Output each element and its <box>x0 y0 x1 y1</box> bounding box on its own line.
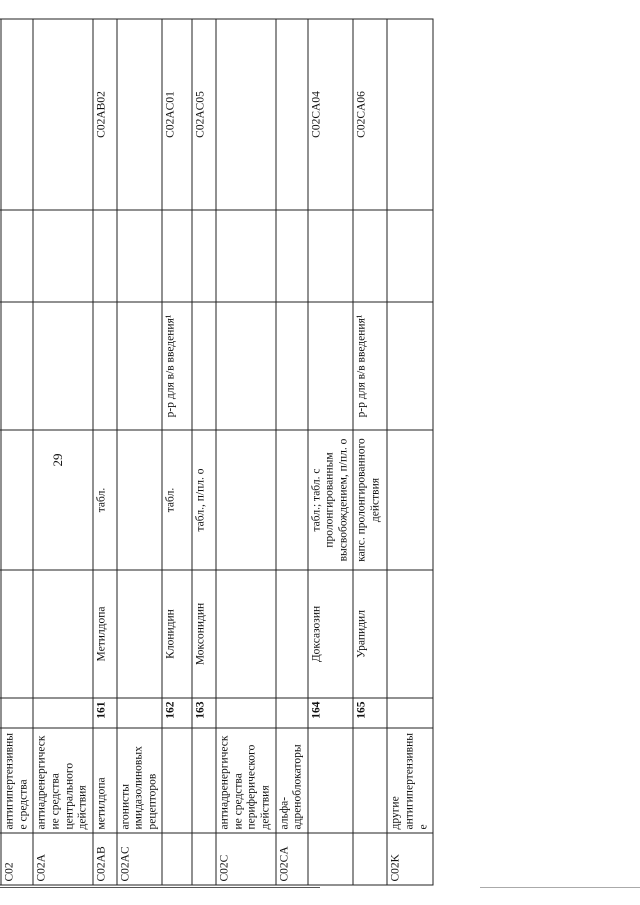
injection-forms-cell <box>308 302 354 430</box>
drug-table-wrapper <box>0 20 429 886</box>
group-name-cell <box>162 728 192 833</box>
drug-name-cell: Урапидил <box>353 570 387 698</box>
group-name-cell <box>308 728 354 833</box>
injection-forms-cell <box>276 302 308 430</box>
atc-code-cell: C02AC05 <box>192 19 216 210</box>
item-number-cell: 162 <box>162 698 192 728</box>
notes-cell <box>117 210 163 302</box>
drug-name-cell <box>387 570 433 698</box>
item-number-cell <box>33 698 92 728</box>
group-name-cell: метилдопа <box>93 728 117 833</box>
item-number-cell <box>276 698 308 728</box>
item-number-cell: 165 <box>353 698 387 728</box>
drug-name-cell <box>117 570 163 698</box>
item-number-cell: 161 <box>93 698 117 728</box>
table-row <box>353 19 387 885</box>
atc-group-code-cell <box>162 833 192 885</box>
notes-cell <box>1 210 33 302</box>
notes-cell <box>353 210 387 302</box>
item-number-cell <box>387 698 433 728</box>
table-row <box>308 19 354 885</box>
atc-group-code-cell <box>353 833 387 885</box>
table-row <box>192 19 216 885</box>
drug-name-cell <box>216 570 275 698</box>
item-number-cell <box>117 698 163 728</box>
oral-forms-cell: табл. <box>162 430 192 570</box>
atc-group-code-cell <box>308 833 354 885</box>
table-row <box>276 19 308 885</box>
table-row <box>216 19 275 885</box>
notes-cell <box>308 210 354 302</box>
scan-artifact-line <box>0 887 320 888</box>
oral-forms-cell <box>216 430 275 570</box>
atc-code-cell <box>387 19 433 210</box>
drug-name-cell: Клонидин <box>162 570 192 698</box>
oral-forms-cell <box>117 430 163 570</box>
injection-forms-cell <box>192 302 216 430</box>
atc-group-code-cell: C02AB <box>93 833 117 885</box>
injection-forms-cell <box>1 302 33 430</box>
drug-name-cell: Доксазозин <box>308 570 354 698</box>
atc-group-code-cell: C02A <box>33 833 92 885</box>
oral-forms-cell <box>276 430 308 570</box>
item-number-cell <box>216 698 275 728</box>
group-name-cell: антигипертензивные средства <box>1 728 33 833</box>
notes-cell <box>33 210 92 302</box>
oral-forms-cell: табл., п/пл. о <box>192 430 216 570</box>
injection-forms-cell <box>216 302 275 430</box>
item-number-cell: 164 <box>308 698 354 728</box>
scan-artifact-line <box>480 887 640 888</box>
atc-code-cell <box>1 19 33 210</box>
oral-forms-cell <box>387 430 433 570</box>
atc-group-code-cell: C02AC <box>117 833 163 885</box>
atc-code-cell: C02CA06 <box>353 19 387 210</box>
drug-name-cell <box>33 570 92 698</box>
group-name-cell: антиадренергические средства центрального действия <box>33 728 92 833</box>
drug-table-body <box>0 19 433 885</box>
atc-code-cell <box>33 19 92 210</box>
drug-table <box>0 19 434 886</box>
atc-code-cell: C02CA04 <box>308 19 354 210</box>
notes-cell <box>387 210 433 302</box>
oral-forms-cell: табл. <box>93 430 117 570</box>
atc-code-cell <box>276 19 308 210</box>
notes-cell <box>93 210 117 302</box>
atc-code-cell: C02AC01 <box>162 19 192 210</box>
injection-forms-cell <box>33 302 92 430</box>
atc-group-code-cell: C02K <box>387 833 433 885</box>
item-number-cell: 163 <box>192 698 216 728</box>
table-row <box>162 19 192 885</box>
injection-forms-cell <box>117 302 163 430</box>
table-row <box>117 19 163 885</box>
atc-code-cell <box>117 19 163 210</box>
injection-forms-cell: р-р для в/в введения¹ <box>162 302 192 430</box>
atc-code-cell <box>216 19 275 210</box>
drug-name-cell <box>1 570 33 698</box>
group-name-cell: альфа-адреноблокаторы <box>276 728 308 833</box>
page-number: 29 <box>50 453 65 467</box>
injection-forms-cell: р-р для в/в введения¹ <box>353 302 387 430</box>
atc-group-code-cell: C02 <box>1 833 33 885</box>
group-name-cell <box>353 728 387 833</box>
oral-forms-cell <box>33 430 92 570</box>
drug-name-cell <box>276 570 308 698</box>
atc-group-code-cell: C02C <box>216 833 275 885</box>
table-row <box>33 19 92 885</box>
group-name-cell: другие антигипертензивные <box>387 728 433 833</box>
notes-cell <box>192 210 216 302</box>
notes-cell <box>216 210 275 302</box>
oral-forms-cell: табл.; табл. с пролонгированным высвобождением, п/пл. о <box>308 430 354 570</box>
table-row <box>1 19 33 885</box>
injection-forms-cell <box>93 302 117 430</box>
drug-name-cell: Метилдопа <box>93 570 117 698</box>
notes-cell <box>162 210 192 302</box>
table-row <box>387 19 433 885</box>
atc-group-code-cell: C02CA <box>276 833 308 885</box>
item-number-cell <box>1 698 33 728</box>
notes-cell <box>276 210 308 302</box>
atc-code-cell: C02AB02 <box>93 19 117 210</box>
drug-name-cell: Моксонидин <box>192 570 216 698</box>
atc-group-code-cell <box>192 833 216 885</box>
oral-forms-cell <box>1 430 33 570</box>
group-name-cell <box>192 728 216 833</box>
injection-forms-cell <box>387 302 433 430</box>
group-name-cell: антиадренергические средства периферического действия <box>216 728 275 833</box>
table-row <box>93 19 117 885</box>
group-name-cell: агонисты имидазолиновых рецепторов <box>117 728 163 833</box>
oral-forms-cell: капс. пролонгированного действия <box>353 430 387 570</box>
